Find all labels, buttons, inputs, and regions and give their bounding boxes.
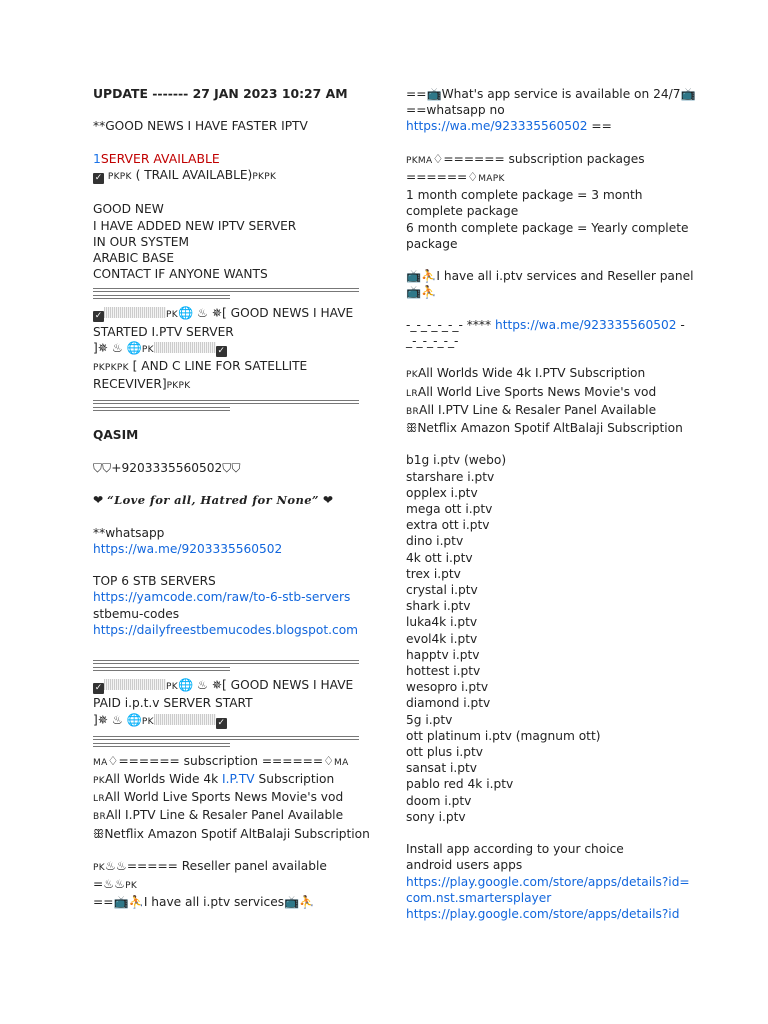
list-item [93, 771, 359, 789]
stars-text: **** [466, 317, 492, 332]
shaded-block [154, 714, 216, 725]
list-item [406, 365, 696, 383]
dash-line [406, 317, 696, 333]
update-date: 27 JAN 2023 10:27 AM [192, 86, 348, 101]
shaded-block [104, 307, 166, 318]
sparkle-icon: ✵ [211, 306, 223, 321]
new-line-4: ARABIC BASE [93, 250, 175, 265]
server-available-line [93, 151, 359, 167]
stb-link[interactable]: https://yamcode.com/raw/to-6-stb-servers [93, 590, 351, 605]
whatsapp-link-line [406, 118, 696, 134]
pk-text: PK [141, 344, 154, 355]
have-all-text: I have all i.ptv services and Reseller panel [436, 269, 694, 284]
list-text: Netflix Amazon Spotif AltBalaji Subscription [417, 421, 683, 435]
shaded-block [104, 679, 166, 690]
list-item: ott platinum i.ptv (magnum ott) [406, 728, 601, 743]
list-item: wesopro i.ptv [406, 680, 489, 695]
play-store-link-2[interactable]: https://play.google.com/store/apps/details?id [406, 907, 680, 922]
reseller-text: ===== Reseller panel available [126, 858, 327, 873]
mapk-text: MAPK [478, 174, 505, 184]
check-icon: ✓ [94, 172, 103, 183]
ma-text: MA [334, 757, 349, 768]
divider [93, 400, 359, 404]
phone-line [93, 460, 359, 476]
package-2: 6 month complete package = Yearly complete package [406, 220, 689, 251]
new-line-5: CONTACT IF ANYONE WANTS [93, 267, 268, 282]
pk-text: PK [93, 775, 105, 786]
pk-text: PK [406, 370, 418, 381]
started-server-text: [ GOOD NEWS I HAVE STARTED I.PTV SERVER [93, 306, 354, 339]
shield-icon: ⛉ [102, 460, 112, 475]
list-text: All I.PTV Line & Resaler Panel Available [106, 808, 344, 823]
new-line-2: I HAVE ADDED NEW IPTV SERVER [93, 218, 297, 233]
list-item: luka4k i.ptv [406, 615, 478, 630]
tv-icon: 📺 [426, 87, 442, 101]
eq-text: == [93, 895, 114, 910]
tv-icon: 📺 [113, 895, 129, 910]
list-item: b1g i.ptv (webo) [406, 453, 507, 468]
list-item: trex i.ptv [406, 566, 461, 581]
shield-icon: ⛉ [93, 460, 103, 475]
list-item [93, 826, 370, 842]
package-1: 1 month complete package = 3 month complete package [406, 188, 643, 219]
new-line-1: GOOD NEW [93, 202, 164, 217]
c-line-text: [ AND C LINE FOR SATELLITE RECEVIVER] [93, 359, 308, 392]
globe-icon: 🌐 [177, 678, 194, 693]
eq-text: == [591, 119, 612, 134]
globe-icon: 🌐 [126, 712, 142, 727]
dash-text: -_-_-_-_-_- [406, 317, 463, 332]
list-item: diamond i.ptv [406, 696, 491, 711]
trail-pk-prefix: PKPK [107, 171, 132, 182]
divider [93, 660, 359, 664]
stb-title: TOP 6 STB SERVERS [93, 574, 216, 589]
tv-icon: 📺 [406, 285, 422, 300]
butterfly-icon: ꕥ [93, 826, 105, 841]
pk-text: PKPKPK [93, 363, 129, 373]
packages-heading-2 [406, 169, 696, 187]
services-list [406, 452, 696, 825]
packages-eq: ====== [406, 170, 468, 184]
play-store-link-1[interactable]: https://play.google.com/store/apps/details?id=com.nst.smartersplayer [406, 874, 690, 905]
motto-text: “Love for all, Hatred for None” [107, 493, 319, 508]
list-text: All Worlds Wide 4k [104, 771, 219, 786]
list-item: doom i.ptv [406, 793, 472, 808]
shaded-block [154, 342, 216, 353]
list-item: starshare i.ptv [406, 469, 495, 484]
paid-server-block [93, 677, 359, 711]
eq-text: == [406, 87, 427, 101]
flame-icon: ♨ [115, 858, 127, 873]
flame-icon: ♨ [104, 858, 116, 873]
pk-text: PK [125, 881, 138, 892]
pk-text: PK [166, 310, 178, 321]
install-text: Install app according to your choice [406, 842, 624, 857]
globe-icon: 🌐 [126, 340, 142, 355]
globe-icon: 🌐 [177, 306, 194, 321]
heart-icon: ❤ [93, 493, 104, 508]
services-text: I have all i.ptv services [143, 895, 285, 910]
new-line-3: IN OUR SYSTEM [93, 234, 190, 249]
right-column [406, 86, 696, 922]
packages-heading [406, 151, 696, 169]
server-number: 1 [93, 150, 101, 166]
server-available-text: SERVER AVAILABLE [100, 150, 220, 166]
hotspring-icon: ♨ [197, 306, 208, 321]
list-text: All Worlds Wide 4k I.PTV Subscription [417, 366, 646, 381]
pk-text: PKPK [166, 381, 191, 392]
divider-short [93, 295, 230, 299]
whatsapp-link[interactable]: https://wa.me/923335560502 [494, 317, 677, 332]
ma-text: MA [93, 757, 108, 768]
c-line-block [93, 358, 359, 394]
started-server-block [93, 305, 359, 339]
diamond-icon: ♢ [323, 753, 335, 768]
packages-text: ====== subscription packages [443, 151, 645, 166]
trail-pk-suffix: PKPK [252, 171, 277, 182]
list-item: opplex i.ptv [406, 485, 478, 500]
sparkle-icon: ✵ [97, 712, 108, 727]
check-icon: ✓ [94, 311, 103, 322]
br-text: BR [93, 812, 107, 823]
list-item: happtv i.ptv [406, 647, 480, 662]
list-item: sony i.ptv [406, 809, 466, 824]
lr-text: LR [406, 388, 418, 399]
divider [93, 288, 359, 292]
list-text: Netflix Amazon Spotif AltBalaji Subscription [104, 826, 370, 841]
pk-text: PK [166, 682, 178, 693]
services-line [93, 894, 359, 910]
divider-short [93, 667, 230, 671]
hotspring-icon: ♨ [111, 712, 123, 727]
stbemu-link[interactable]: https://dailyfreestbemucodes.blogspot.com [93, 622, 359, 637]
have-all-line [406, 268, 696, 300]
divider [93, 736, 359, 740]
paid-server-close: ]✵ ♨ 🌐PK ✓ [93, 712, 226, 728]
list-item: mega ott i.ptv [406, 502, 493, 516]
diamond-icon: ♢ [467, 170, 479, 184]
whatsapp-service-text: What's app service is available on 24/7 [441, 87, 681, 101]
list-text: All I.PTV Line & Resaler Panel Available [419, 402, 657, 417]
qasim-name: QASIM [93, 428, 139, 443]
subscription-text: ====== subscription ====== [118, 753, 324, 768]
update-line [93, 86, 359, 102]
whatsapp-label: **whatsapp [93, 525, 165, 540]
br-text: BR [406, 406, 420, 417]
whatsapp-link[interactable]: https://wa.me/9203335560502 [93, 541, 283, 556]
lr-text: LR [93, 794, 105, 805]
reseller-line [93, 858, 359, 876]
android-text: android users apps [406, 858, 523, 873]
diamond-icon: ♢ [107, 753, 119, 768]
shield-icon: ⛉ [222, 460, 232, 475]
pk-text: PK [141, 716, 154, 727]
list-item: 4k ott i.ptv [406, 550, 473, 565]
motto-line [93, 492, 359, 508]
shield-icon: ⛉ [231, 460, 241, 475]
reseller-line-2 [93, 876, 359, 894]
iptv-link[interactable]: I.P.TV [222, 771, 255, 786]
check-icon: ✓ [217, 345, 226, 356]
list-item: evol4k i.ptv [406, 631, 478, 646]
sparkle-icon: ✵ [211, 678, 223, 693]
subscription-heading [93, 753, 359, 771]
whatsapp-service-line [406, 86, 696, 102]
stbemu-label: stbemu-codes [93, 606, 180, 621]
list-item [93, 807, 359, 825]
heart-icon: ❤ [322, 493, 334, 508]
list-item [406, 420, 696, 436]
list-item: 5g i.ptv [406, 712, 453, 727]
person-icon: ⛹ [299, 895, 315, 910]
person-icon: ⛹ [421, 269, 437, 284]
eq-text: = [93, 877, 104, 892]
list-item: ott plus i.ptv [406, 745, 483, 760]
pkma-text: PKMA [406, 155, 433, 166]
list-text: All World Live Sports News Movie's vod [417, 384, 657, 399]
tv-icon: 📺 [284, 895, 300, 910]
trail-available-line [93, 167, 359, 185]
pk-text: PK [93, 862, 105, 873]
list-text: All World Live Sports News Movie's vod [104, 790, 344, 805]
tv-icon: 📺 [406, 269, 422, 284]
whatsapp-no: ==whatsapp no [406, 103, 505, 118]
left-column [93, 86, 370, 911]
diamond-icon: ♢ [432, 151, 444, 166]
person-icon: ⛹ [421, 285, 437, 300]
tv-icon: 📺 [680, 87, 696, 101]
trail-text: ( TRAIL AVAILABLE) [135, 167, 253, 182]
flame-icon: ♨ [114, 877, 126, 892]
check-icon: ✓ [217, 717, 226, 728]
list-item: pablo red 4k i.ptv [406, 777, 514, 792]
new-server-paragraph [93, 201, 359, 282]
butterfly-icon: ꕥ [406, 421, 418, 435]
list-item: sansat i.ptv [406, 761, 478, 776]
dash-text: - [680, 317, 685, 332]
person-icon: ⛹ [128, 895, 144, 910]
list-item [406, 384, 696, 402]
update-prefix: UPDATE ------- [93, 86, 189, 101]
divider-short [93, 743, 230, 747]
whatsapp-link[interactable]: https://wa.me/923335560502 [406, 119, 588, 134]
list-item [93, 789, 359, 807]
list-text: Subscription [258, 771, 335, 786]
list-item: shark i.ptv [406, 599, 471, 614]
divider-short [93, 407, 230, 411]
list-item: extra ott i.ptv [406, 518, 490, 533]
list-item [406, 402, 696, 420]
hotspring-icon: ♨ [197, 678, 208, 693]
check-icon: ✓ [94, 683, 103, 694]
phone-number: +9203335560502 [111, 460, 223, 475]
good-news-faster: **GOOD NEWS I HAVE FASTER IPTV [93, 119, 308, 134]
paid-server-text: [ GOOD NEWS I HAVE PAID i.p.t.v SERVER START [93, 678, 354, 711]
hotspring-icon: ♨ [111, 340, 123, 355]
sparkle-icon: ✵ [97, 340, 108, 355]
list-item: hottest i.ptv [406, 664, 481, 679]
list-item: dino i.ptv [406, 534, 464, 549]
dash-line-2: _-_-_-_-_- [406, 334, 459, 348]
list-item: crystal i.ptv [406, 583, 478, 598]
flame-icon: ♨ [103, 877, 115, 892]
started-server-close: ]✵ ♨ 🌐PK ✓ [93, 340, 226, 356]
